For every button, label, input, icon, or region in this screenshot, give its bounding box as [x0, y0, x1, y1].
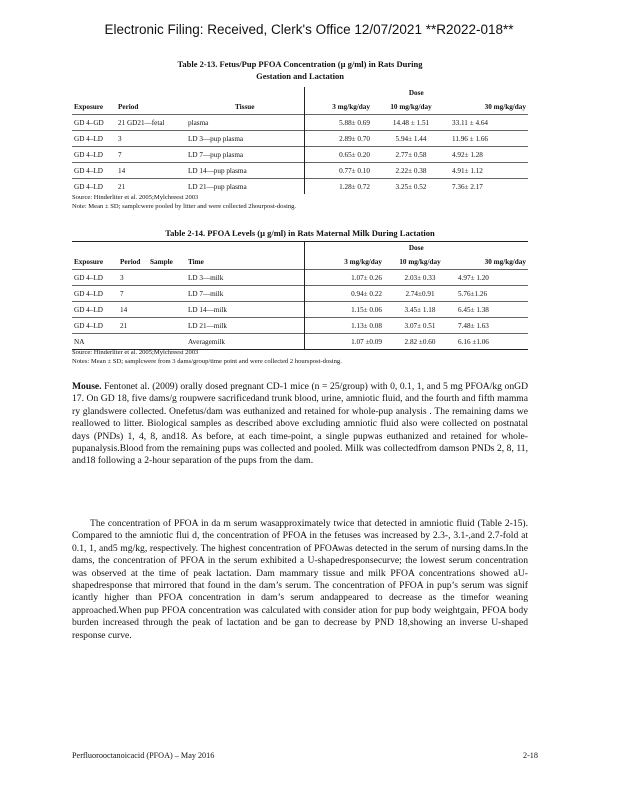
table1-col-10mg: 10 mg/kg/day	[390, 102, 432, 111]
table1-caption-line1: Table 2-13. Fetus/Pup PFOA Concentration (µ g/ml) in Rats During	[177, 59, 423, 69]
table2-cell: LD 14—milk	[186, 302, 304, 318]
table-row	[72, 115, 528, 131]
table2-cell: 2.82 ±0.60	[384, 334, 456, 350]
table1-cell: LD 21—pup plasma	[186, 179, 304, 195]
table2-cell: 1.13± 0.08	[304, 318, 384, 334]
body-paragraph-2: The concentration of PFOA in da m serum wasapproximately twice that detected in amniotic fluid (Table 2-15). Compared to the amniotic flui d, the concentration of PFOA in the fetuses was increased by 2.3-, 3.1-,and 2.7-fold at 0.1, 1, and5 mg/kg, respectively. The highest concentration of PFOAwas detected in the serum of nursing dams.In the dams, the concentration of PFOA in the serum exhibited a U-shapedresponsecurve; the lowest serum concentration was observed at the time of peak lactation. Dam mammary tissue and milk PFOA concentrations showed aU-shapedresponse that mirrored that found in the dam’s serum. The concentration of PFOA in pup’s serum was signif icantly higher than PFOA concentration in dam’s serum andappeared to decrease as the timefor weaning approached.When pup PFOA concentration was calculated with consider ation for pup body weightgain, PFOA body burden increased through the peak of lactation and be gan to decrease by PND 18,showing an inverse U-shaped response curve.	[72, 518, 528, 641]
table2-cell: 6.16 ±1.06	[456, 334, 528, 350]
table2-col-sample: Sample	[150, 257, 173, 266]
table1-cell: 4.91± 1.12	[450, 163, 528, 179]
table2-source: Source: Hinderliter et al. 2005;Mylchreest 2003	[72, 349, 199, 356]
table2-cell: LD 7—milk	[186, 286, 304, 302]
table2-cell	[118, 334, 148, 350]
page-number: 2-18	[522, 751, 538, 760]
table2-col-period: Period	[120, 257, 141, 266]
table1-note: Note: Mean ± SD; samplcwere pooled by litter and were collected 2hourpost-dosing.	[72, 202, 297, 210]
table2-cell: GD 4–LD	[72, 286, 118, 302]
table1-caption-line2: Gestation and Lactation	[256, 71, 344, 81]
table1-cell: GD 4–LD	[72, 163, 116, 179]
table1-cell: 2.89± 0.70	[304, 131, 372, 147]
table-row	[72, 131, 528, 147]
table-row	[72, 270, 528, 286]
table1-col-exposure: Exposure	[74, 102, 104, 111]
table2-cell: NA	[72, 334, 118, 350]
table2-cell: 3.45± 1.18	[384, 302, 456, 318]
table1-cell: 33.11 ± 4.64	[450, 115, 528, 131]
table-row	[72, 163, 528, 179]
table-row	[72, 147, 528, 163]
table2-cell: 3.07± 0.51	[384, 318, 456, 334]
table2-col-30mg: 30 mg/kg/day	[484, 257, 526, 266]
table1-cell: 7.36± 2.17	[450, 179, 528, 195]
table1-cell: GD 4–GD	[72, 115, 116, 131]
table2-caption: Table 2-14. PFOA Levels (µ g/ml) in Rats Maternal Milk During Lactation	[165, 228, 435, 238]
table1-cell: LD 14—pup plasma	[186, 163, 304, 179]
table2-cell: LD 21—milk	[186, 318, 304, 334]
table1-cell: 3.25± 0.52	[372, 179, 450, 195]
table2-cell: 0.94± 0.22	[304, 286, 384, 302]
table2-col-exposure: Exposure	[74, 257, 104, 266]
table2-cell: 7.48± 1.63	[456, 318, 528, 334]
table2-cell: 21	[118, 318, 148, 334]
body-paragraph-1	[72, 381, 528, 468]
table1-cell: 2.77± 0.58	[372, 147, 450, 163]
table2-cell: 3	[118, 270, 148, 286]
filing-header: Electronic Filing: Received, Clerk's Office 12/07/2021 **R2022-018**	[104, 22, 514, 37]
table1-cell: 4.92± 1.28	[450, 147, 528, 163]
paragraph-text: Fentonet al. (2009) orally dosed pregnant CD-1 mice (n = 25/group) with 0, 0.1, 1, and 5 mg PFOA/kg onGD 17. On GD 18, five dams/g roupwere sacrificedand trunk blood, urine, amniotic fluid, and the fourth and fifth mamma ry glandswere collected. Onefetus/dam was euthanized and retained for whole-pup analysis . The remaining dams we reallowed to litter. Biological samples as described above excluding amniotic fluid also were collected on postnatal days (PNDs) 1, 4, 8, and18. As before, at each time-point, a single pupwas euthanized and retained for whole-pupanalysis.Blood from the remaining pups was collected and pooled. Milk was collectedfrom damson PNDs 2, 8, 11, and18 following a 2-hour separation of the pups from the dam.	[72, 381, 528, 467]
table1-cell: 3	[116, 131, 186, 147]
table2-note: Notes: Mean ± SD; samplcwere from 3 dams/group/time point and were collected 2 hourspost-dosing.	[72, 357, 342, 365]
table1-dose-label: Dose	[304, 87, 528, 99]
table2-notes	[72, 349, 342, 366]
table2-col-time: Time	[188, 257, 204, 266]
table1-cell: 5.88± 0.69	[304, 115, 372, 131]
table2-cell: LD 3—milk	[186, 270, 304, 286]
table2-cell: 1.07± 0.26	[304, 270, 384, 286]
table2-cell: 14	[118, 302, 148, 318]
table1-col-period: Period	[118, 102, 139, 111]
table2-cell: GD 4–LD	[72, 318, 118, 334]
table2-cell: GD 4–LD	[72, 302, 118, 318]
table1-notes	[72, 194, 296, 211]
table2-cell: 7	[118, 286, 148, 302]
table1-cell: GD 4–LD	[72, 147, 116, 163]
table1-cell: 21 GD21—fetal	[116, 115, 186, 131]
table2-dose-label: Dose	[304, 242, 528, 255]
table1-source: Source: Hinderliter et al. 2005;Mylchreest 2003	[72, 194, 199, 201]
table2-cell: GD 4–LD	[72, 270, 118, 286]
table2-cell: 2.03± 0.33	[384, 270, 456, 286]
table2-cell: 4.97± 1.20	[456, 270, 528, 286]
table2-cell: 5.76±1.26	[456, 286, 528, 302]
table1-col-tissue: Tissue	[235, 102, 255, 111]
table-row	[72, 334, 528, 350]
table-row	[72, 318, 528, 334]
table2	[72, 241, 528, 350]
table2-cell: 2.74±0.91	[384, 286, 456, 302]
table1-cell: 0.65± 0.20	[304, 147, 372, 163]
table2-cell: 1.15± 0.06	[304, 302, 384, 318]
table1-cell: GD 4–LD	[72, 179, 116, 195]
table1-col-30mg: 30 mg/kg/day	[484, 102, 526, 111]
table1-cell: 2.22± 0.38	[372, 163, 450, 179]
table1-cell: LD 7—pup plasma	[186, 147, 304, 163]
table1-col-3mg: 3 mg/kg/day	[304, 99, 372, 115]
table1-cell: 5.94± 1.44	[372, 131, 450, 147]
table2-col-10mg: 10 mg/kg/day	[399, 257, 441, 266]
table1-cell: 1.28± 0.72	[304, 179, 372, 195]
table2-cell: 1.07 ±0.09	[304, 334, 384, 350]
table1-cell: 21	[116, 179, 186, 195]
table1-cell: 11.96 ± 1.66	[450, 131, 528, 147]
table1-caption	[90, 58, 510, 82]
table-row	[72, 286, 528, 302]
table1-cell: 7	[116, 147, 186, 163]
table-row	[72, 179, 528, 195]
table1-cell: plasma	[186, 115, 304, 131]
footer-title: Perfluorooctanoicacid (PFOA) – May 2016	[72, 751, 215, 760]
table1-cell: 0.77± 0.10	[304, 163, 372, 179]
table1-cell: GD 4–LD	[72, 131, 116, 147]
table-row	[72, 302, 528, 318]
table2-col-3mg: 3 mg/kg/day	[304, 254, 384, 270]
table1	[72, 87, 528, 194]
table2-cell: 6.45± 1.38	[456, 302, 528, 318]
table1-cell: LD 3—pup plasma	[186, 131, 304, 147]
table2-cell: Averagemilk	[186, 334, 304, 350]
paragraph-lead: Mouse.	[72, 381, 102, 392]
table1-cell: 14.48 ± 1.51	[372, 115, 450, 131]
table1-cell: 14	[116, 163, 186, 179]
